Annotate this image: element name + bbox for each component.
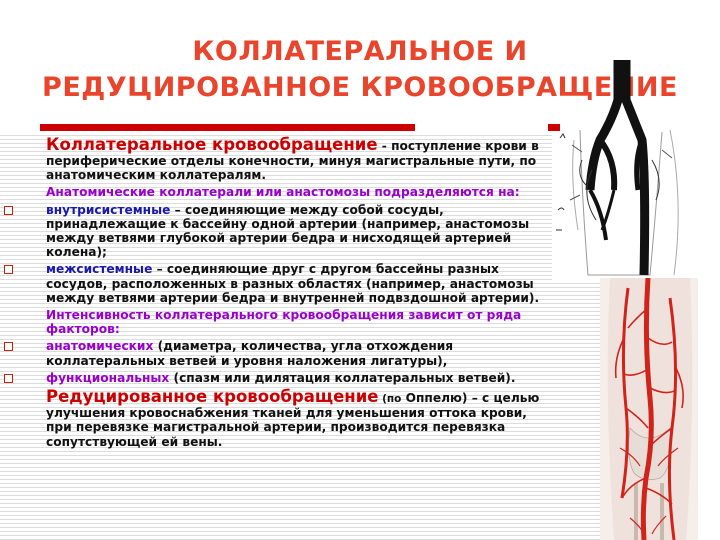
functional-factors-text: (спазм или дилятация коллатеральных ветвей). — [169, 370, 516, 385]
bullet-intersystem — [0, 262, 560, 305]
square-bullet-icon — [4, 374, 13, 383]
reduced-paren: (по — [378, 393, 402, 406]
reduced-text: Оппелю) – с целью улучшения кровоснабжения тканей для уменьшения оттока крови, при перевязке магистральной артерии, производится перевязка сопутствующей ей вены. — [46, 391, 540, 449]
title-line-2: РЕДУЦИРОВАННОЕ КРОВООБРАЩЕНИЕ — [42, 72, 678, 103]
intersystem-text: – соединяющие друг с другом бассейны разных сосудов, расположенных в разных областях (например, анастомозы между ветвями артерии бедра и внутренней подвздошной артерии). — [46, 262, 540, 305]
arterial-network-illustration — [600, 278, 698, 540]
reduced-definition — [0, 388, 560, 449]
bullet-intrasystem — [0, 203, 560, 260]
intrasystem-term: внутрисистемные — [46, 202, 171, 217]
collateral-dash: - — [377, 139, 387, 153]
reduced-heading: Редуцированное кровообращение — [46, 387, 379, 407]
square-bullet-icon — [4, 206, 13, 215]
square-bullet-icon — [4, 342, 13, 351]
bullet-functional-factors — [0, 371, 560, 385]
accent-bar-right — [548, 124, 560, 131]
collateral-definition — [0, 136, 560, 182]
vessel-scheme-illustration — [552, 60, 720, 280]
anatomical-factors-text: (диаметра, количества, угла отхождения коллатеральных ветвей и уровня наложения лигатуры), — [46, 339, 454, 368]
bullet-anatomical-factors — [0, 339, 560, 367]
collateral-text: поступление крови в периферические отделы конечности, минуя магистральные пути, по анатомическим коллатералям. — [46, 139, 539, 183]
intersystem-term: межсистемные — [46, 262, 153, 277]
functional-factors-term: функциональных — [46, 370, 170, 385]
intrasystem-text: – соединяющие между собой сосуды, принадлежащие к бассейну одной артерии (например, анастомозы между ветвями глубокой артерии бедра и нисходящей артерией колена); — [46, 202, 530, 260]
title-line-1: КОЛЛАТЕРАЛЬНОЕ И — [192, 36, 528, 67]
intensity-factors-intro: Интенсивность коллатерального кровообращения зависит от ряда факторов: — [46, 308, 522, 337]
slide-content — [0, 136, 560, 536]
square-bullet-icon — [4, 265, 13, 274]
anatomical-collaterals-intro: Анатомические коллатерали или анастомозы подразделяются на: — [46, 185, 520, 200]
collateral-heading: Коллатеральное кровообращение — [46, 135, 378, 154]
accent-bar — [40, 124, 415, 131]
anatomical-factors-term: анатомических — [46, 339, 154, 354]
